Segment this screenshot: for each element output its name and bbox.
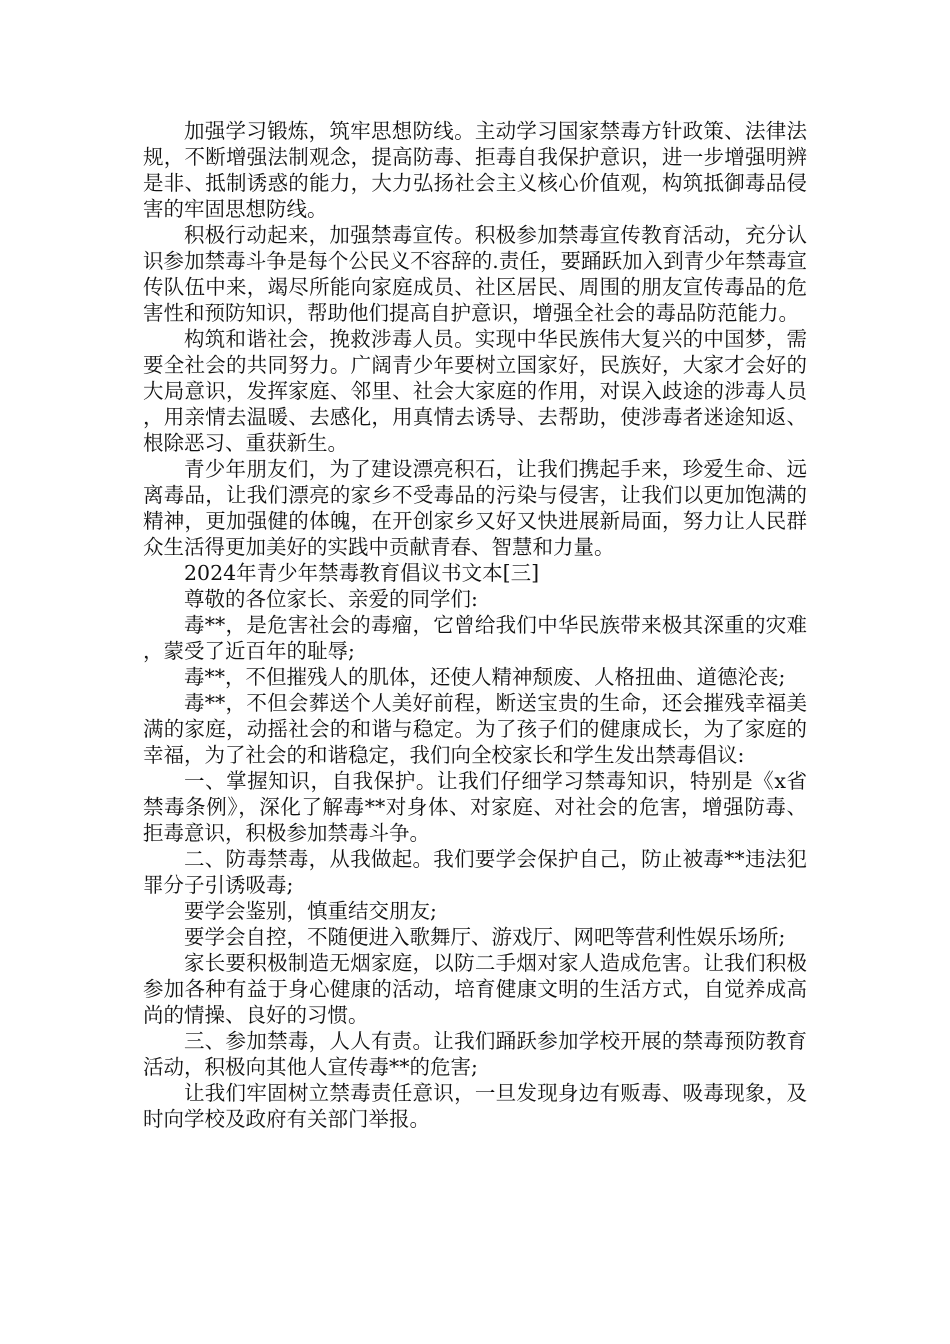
paragraph: 三、参加禁毒，人人有责。让我们踊跃参加学校开展的禁毒预防教育活动，积极向其他人宣传毒**的危害;	[143, 1029, 807, 1079]
document-body	[143, 118, 807, 1132]
paragraph: 家长要积极制造无烟家庭，以防二手烟对家人造成危害。让我们积极参加各种有益于身心健康的活动，培育健康文明的生活方式，自觉养成高尚的情操、良好的习惯。	[143, 951, 807, 1027]
paragraph: 要学会自控，不随便进入歌舞厅、游戏厅、网吧等营利性娱乐场所;	[184, 925, 786, 949]
paragraph: 构筑和谐社会，挽救涉毒人员。实现中华民族伟大复兴的中国梦，需要全社会的共同努力。广阔青少年要树立国家好，民族好，大家才会好的大局意识，发挥家庭、邻里、社会大家庭的作用，对误入歧途的涉毒人员，用亲情去温暖、去感化，用真情去诱导、去帮助，使涉毒者迷途知返、根除恶习、重获新生。	[143, 327, 807, 455]
paragraph: 让我们牢固树立禁毒责任意识，一旦发现身边有贩毒、吸毒现象，及时向学校及政府有关部门举报。	[143, 1081, 807, 1131]
section-title: 2024年青少年禁毒教育倡议书文本[三]	[184, 561, 540, 585]
paragraph: 一、掌握知识，自我保护。让我们仔细学习禁毒知识，特别是《x省禁毒条例》，深化了解毒**对身体、对家庭、对社会的危害，增强防毒、拒毒意识，积极参加禁毒斗争。	[143, 769, 807, 845]
paragraph: 二、防毒禁毒，从我做起。我们要学会保护自己，防止被毒**违法犯罪分子引诱吸毒;	[143, 847, 807, 897]
paragraph: 毒**，不但会葬送个人美好前程，断送宝贵的生命，还会摧残幸福美满的家庭，动摇社会的和谐与稳定。为了孩子们的健康成长，为了家庭的幸福，为了社会的和谐稳定，我们向全校家长和学生发出禁毒倡议:	[143, 691, 807, 767]
paragraph: 毒**，不但摧残人的肌体，还使人精神颓废、人格扭曲、道德沦丧;	[184, 665, 786, 689]
paragraph: 毒**，是危害社会的毒瘤，它曾给我们中华民族带来极其深重的灾难，蒙受了近百年的耻辱;	[143, 613, 807, 663]
paragraph: 积极行动起来，加强禁毒宣传。积极参加禁毒宣传教育活动，充分认识参加禁毒斗争是每个公民义不容辞的.责任，要踊跃加入到青少年禁毒宣传队伍中来，竭尽所能向家庭成员、社区居民、周围的朋友宣传毒品的危害性和预防知识，帮助他们提高自护意识，增强全社会的毒品防范能力。	[143, 223, 807, 325]
salutation: 尊敬的各位家长、亲爱的同学们:	[184, 587, 478, 611]
paragraph: 要学会鉴别，慎重结交朋友;	[184, 899, 437, 923]
paragraph: 加强学习锻炼，筑牢思想防线。主动学习国家禁毒方针政策、法律法规，不断增强法制观念，提高防毒、拒毒自我保护意识，进一步增强明辨是非、抵制诱惑的能力，大力弘扬社会主义核心价值观，构筑抵御毒品侵害的牢固思想防线。	[143, 119, 807, 221]
paragraph: 青少年朋友们，为了建设漂亮积石，让我们携起手来，珍爱生命、远离毒品，让我们漂亮的家乡不受毒品的污染与侵害，让我们以更加饱满的精神，更加强健的体魄，在开创家乡又好又快进展新局面，努力让人民群众生活得更加美好的实践中贡献青春、智慧和力量。	[143, 457, 807, 559]
